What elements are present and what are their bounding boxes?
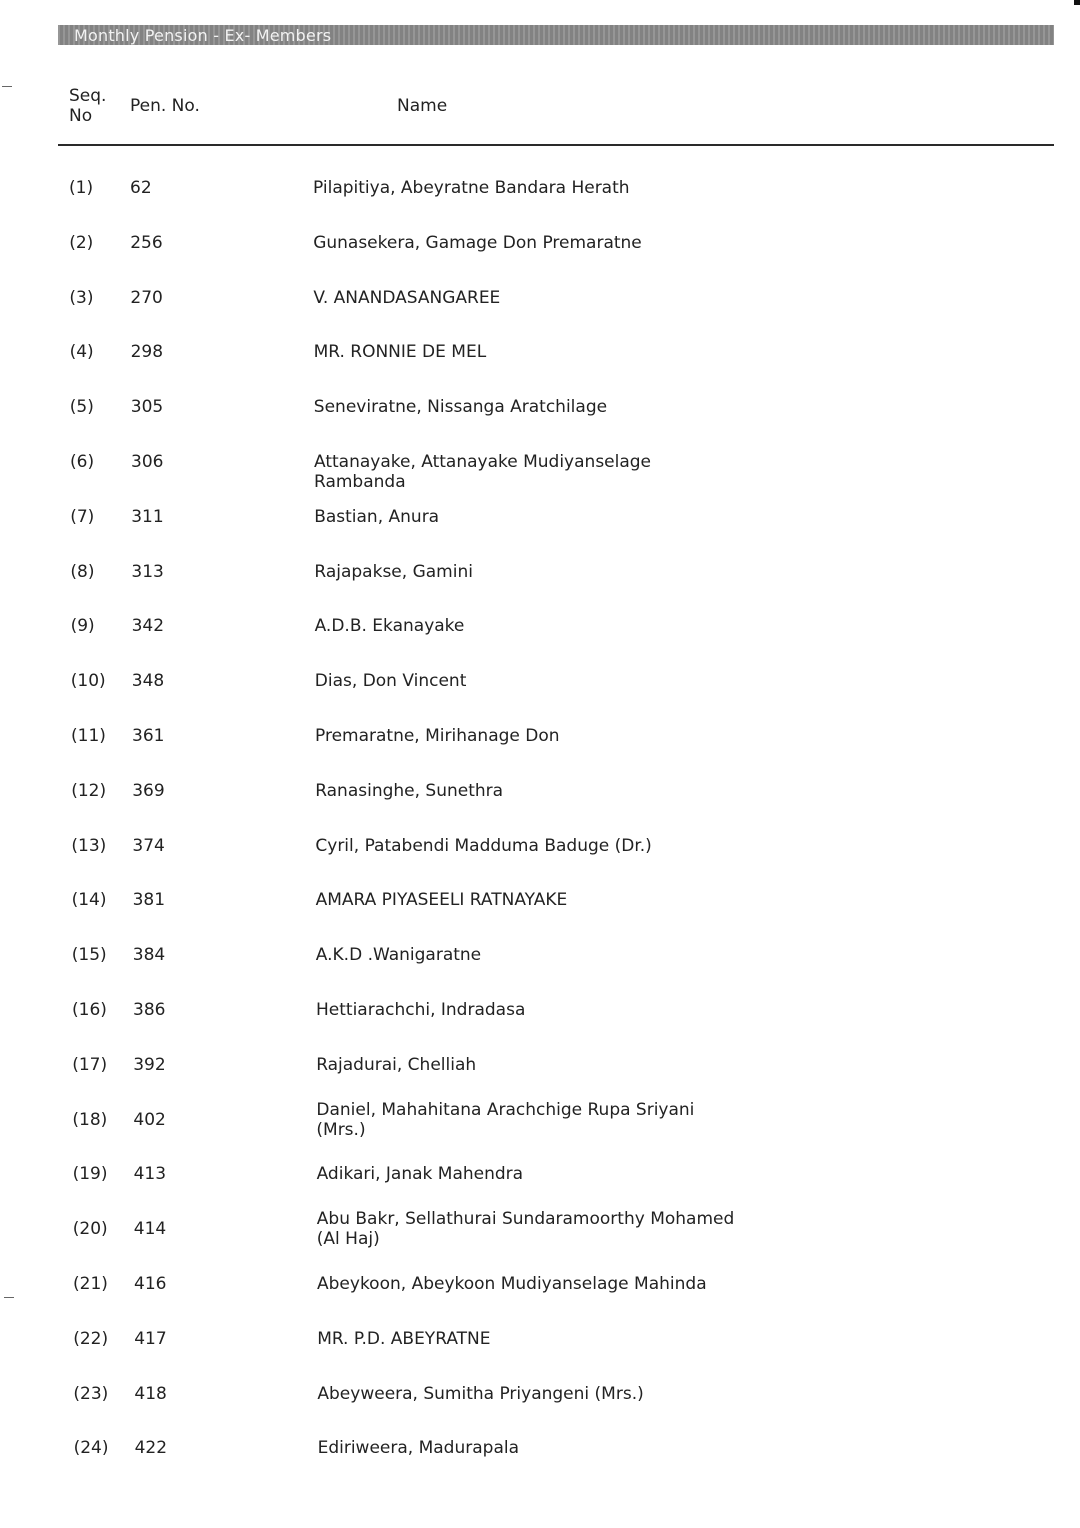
pen-no-cell: 361 — [132, 726, 165, 746]
name-cell: AMARA PIYASEELI RATNAYAKE — [315, 890, 568, 911]
table-row — [0, 1100, 1080, 1140]
table-row — [0, 990, 1080, 1030]
name-cell: V. ANANDASANGAREE — [313, 287, 501, 308]
pen-no-cell: 374 — [132, 835, 165, 856]
pen-no-cell: 305 — [130, 397, 164, 418]
pen-no-cell: 311 — [131, 506, 164, 527]
table-row — [0, 826, 1080, 866]
seq-cell: (10) — [70, 671, 106, 692]
pen-no-cell: 342 — [131, 616, 165, 637]
pen-no-cell: 414 — [133, 1219, 167, 1240]
table-row — [0, 1319, 1080, 1359]
seq-cell: (22) — [73, 1328, 109, 1349]
seq-cell: (23) — [73, 1383, 109, 1404]
table-row — [0, 168, 1080, 208]
seq-cell: (15) — [71, 945, 107, 966]
seq-cell: (20) — [72, 1219, 108, 1240]
table-row — [0, 1264, 1080, 1304]
pen-no-cell: 416 — [134, 1274, 167, 1294]
name-cell: Ranasinghe, Sunethra — [315, 780, 504, 801]
seq-cell: (17) — [72, 1054, 108, 1075]
name-cell: Daniel, Mahahitana Arachchige Rupa Sriyani (Mrs.) — [316, 1099, 695, 1140]
name-cell: A.K.D .Wanigaratne — [315, 945, 482, 966]
pen-no-cell: 306 — [131, 452, 164, 472]
section-banner — [58, 25, 1054, 45]
table-row — [0, 1428, 1080, 1468]
seq-cell: (8) — [70, 561, 95, 582]
name-cell: Abu Bakr, Sellathurai Sundaramoorthy Mohamed (Al Haj) — [316, 1209, 735, 1250]
table-row — [0, 497, 1080, 537]
name-cell: Cyril, Patabendi Madduma Baduge (Dr.) — [315, 835, 652, 856]
table-row — [0, 278, 1080, 318]
seq-cell: (11) — [71, 726, 106, 746]
name-cell: A.D.B. Ekanayake — [314, 616, 465, 637]
name-cell: Seneviratne, Nissanga Aratchilage — [313, 397, 608, 418]
table-row — [0, 1045, 1080, 1085]
name-cell: Ediriweera, Madurapala — [317, 1438, 520, 1459]
pen-no-cell: 418 — [134, 1383, 167, 1404]
seq-cell: (7) — [70, 506, 95, 527]
scan-edge-mark — [1074, 0, 1080, 5]
pen-no-cell: 62 — [130, 178, 152, 198]
table-row — [0, 661, 1080, 701]
seq-cell: (3) — [69, 287, 94, 308]
table-row — [0, 223, 1080, 263]
seq-cell: (19) — [72, 1164, 108, 1185]
table-row — [0, 716, 1080, 756]
table-row — [0, 880, 1080, 920]
seq-cell: (1) — [69, 178, 94, 198]
name-cell: Gunasekera, Gamage Don Premaratne — [313, 232, 642, 253]
name-cell: Dias, Don Vincent — [314, 671, 467, 692]
table-row — [0, 1154, 1080, 1194]
name-cell: Rajadurai, Chelliah — [316, 1054, 477, 1075]
pen-no-cell: 386 — [133, 1000, 166, 1020]
table-row — [0, 935, 1080, 975]
name-cell: MR. P.D. ABEYRATNE — [317, 1328, 491, 1349]
name-cell: Attanayake, Attanayake Mudiyanselage Rambanda — [314, 452, 652, 492]
table-row — [0, 771, 1080, 811]
pen-no-cell: 422 — [134, 1438, 168, 1459]
pen-no-cell: 413 — [133, 1164, 167, 1185]
table-row — [0, 332, 1080, 372]
name-cell: Bastian, Anura — [314, 506, 440, 527]
seq-cell: (6) — [70, 452, 95, 472]
table-row — [0, 442, 1080, 492]
scan-mark — [2, 86, 12, 87]
seq-cell: (21) — [73, 1274, 108, 1294]
seq-cell: (9) — [70, 616, 95, 637]
pen-no-cell: 313 — [131, 561, 164, 582]
table-row — [0, 606, 1080, 646]
pen-no-cell: 348 — [131, 671, 165, 692]
pen-no-cell: 381 — [132, 890, 166, 911]
name-cell: Abeykoon, Abeykoon Mudiyanselage Mahinda — [317, 1274, 707, 1294]
seq-cell: (14) — [71, 890, 107, 911]
seq-cell: (12) — [71, 780, 107, 801]
pen-no-cell: 270 — [130, 287, 163, 308]
name-cell: MR. RONNIE DE MEL — [313, 342, 487, 363]
name-cell: Abeyweera, Sumitha Priyangeni (Mrs.) — [317, 1383, 644, 1404]
pen-no-cell: 256 — [130, 232, 163, 253]
column-header-seq: Seq. No — [69, 86, 107, 126]
name-cell: Premaratne, Mirihanage Don — [315, 726, 560, 746]
table-row — [0, 387, 1080, 427]
pen-no-cell: 402 — [133, 1109, 166, 1130]
column-header-pen-no: Pen. No. — [130, 96, 200, 116]
seq-cell: (13) — [71, 835, 107, 856]
column-header-name: Name — [397, 96, 448, 116]
table-row — [0, 1374, 1080, 1414]
seq-cell: (5) — [69, 397, 94, 418]
seq-cell: (24) — [73, 1438, 109, 1459]
name-cell: Rajapakse, Gamini — [314, 561, 473, 582]
name-cell: Adikari, Janak Mahendra — [316, 1164, 524, 1185]
seq-cell: (2) — [69, 232, 94, 253]
section-title: Monthly Pension - Ex- Members — [74, 26, 332, 45]
seq-cell: (18) — [72, 1109, 108, 1130]
pen-no-cell: 298 — [130, 342, 164, 363]
pen-no-cell: 369 — [132, 780, 165, 801]
name-cell: Hettiarachchi, Indradasa — [316, 1000, 526, 1020]
scan-mark — [4, 1297, 14, 1298]
pen-no-cell: 392 — [133, 1054, 166, 1075]
table-row — [0, 552, 1080, 592]
header-divider — [58, 144, 1054, 146]
table-row — [0, 1209, 1080, 1249]
name-cell: Pilapitiya, Abeyratne Bandara Herath — [313, 178, 630, 198]
seq-cell: (4) — [69, 342, 94, 363]
pen-no-cell: 417 — [134, 1328, 167, 1349]
pen-no-cell: 384 — [132, 945, 166, 966]
seq-cell: (16) — [72, 1000, 107, 1020]
